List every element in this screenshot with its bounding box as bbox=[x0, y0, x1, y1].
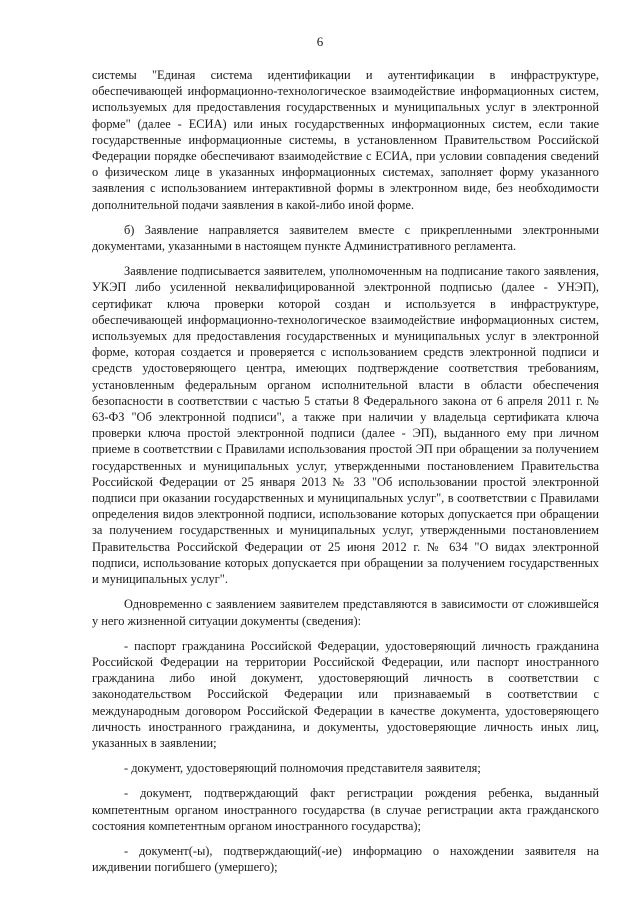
paragraph-esia-continuation: системы "Единая система идентификации и аутентификации в инфраструктуре, обеспечивающей информационно-технологическое взаимодействие информационных систем, используемых для предоставления государственных и муниципальных услуг в электронной форме" (далее - ЕСИА) или иных государственных информационных систем, если такие государственные информационные системы, в установленном Правительством Российской Федерации порядке обеспечивают взаимодействие с ЕСИА, при условии совпадения сведений о физическом лице в указанных информационных системах, заполняет форму указанного заявления с использованием интерактивной формы в электронном виде, без необходимости дополнительной подачи заявления в какой-либо иной форме. bbox=[92, 68, 599, 212]
paragraph-signature-rules: Заявление подписывается заявителем, уполномоченным на подписание такого заявления, УКЭП либо усиленной неквалифицированной электронной подписью (далее - УНЭП), сертификат ключа проверки которой создан и используется в инфраструктуре, обеспечивающей информационно-технологическое взаимодействие информационных систем, используемых для предоставления государственных и муниципальных услуг в электронной форме, которая создается и проверяется с использованием средств электронной подписи и средств удостоверяющего центра, имеющих подтверждение соответствия требованиям, установленным федеральным органом исполнительной власти в области обеспечения безопасности в соответствии с частью 5 статьи 8 Федерального закона от 6 апреля 2011 г. № 63-ФЗ "Об электронной подписи", а также при наличии у владельца сертификата ключа проверки ключа простой электронной подписи (далее - ЭП), выданного ему при личном приеме в соответствии с Правилами использования простой ЭП при обращении за получением государственных и муниципальных услуг, утвержденными постановлением Правительства Российской Федерации от 25 января 2013 № 33 "Об использовании простой электронной подписи при оказании государственных и муниципальных услуг", в соответствии с Правилами определения видов электронной подписи, использование которых допускается при обращении за получением государственных и муниципальных услуг, утвержденными постановлением Правительства Российской Федерации от 25 июня 2012 г. № 634 "О видах электронной подписи, использование которых допускается при обращении за получением государственных и муниципальных услуг". bbox=[92, 264, 599, 587]
paragraph-documents-intro: Одновременно с заявлением заявителем представляются в зависимости от сложившейся у него жизненной ситуации документы (сведения): bbox=[92, 597, 599, 628]
paragraph-b-application-sent: б) Заявление направляется заявителем вместе с прикрепленными электронными документами, указанными в настоящем пункте Административного регламента. bbox=[92, 222, 599, 254]
page-number: 6 bbox=[316, 34, 324, 49]
list-item-passport: - паспорт гражданина Российской Федерации, удостоверяющий личность гражданина Российской Федерации на территории Российской Федерации, или паспорт иностранного гражданина либо иной документ, удостоверяющий личность в соответствии с законодательством Российской Федерации или признаваемый в соответствии с международным договором Российской Федерации в качестве документа, удостоверяющего личность иностранного гражданина, и документы, удостоверяющие личность иных лиц, указанных в заявлении; bbox=[92, 638, 599, 750]
list-item-birth-registration: - документ, подтверждающий факт регистрации рождения ребенка, выданный компетентным органом иностранного государства (в случае регистрации акта гражданского состояния компетентным органом иностранного государства); bbox=[92, 786, 599, 833]
document-body bbox=[92, 67, 599, 884]
list-item-dependency-document: - документ(-ы), подтверждающий(-ие) информацию о нахождении заявителя на иждивении погибшего (умершего); bbox=[92, 843, 599, 875]
list-item-authority-document: - документ, удостоверяющий полномочия представителя заявителя; bbox=[124, 761, 481, 776]
